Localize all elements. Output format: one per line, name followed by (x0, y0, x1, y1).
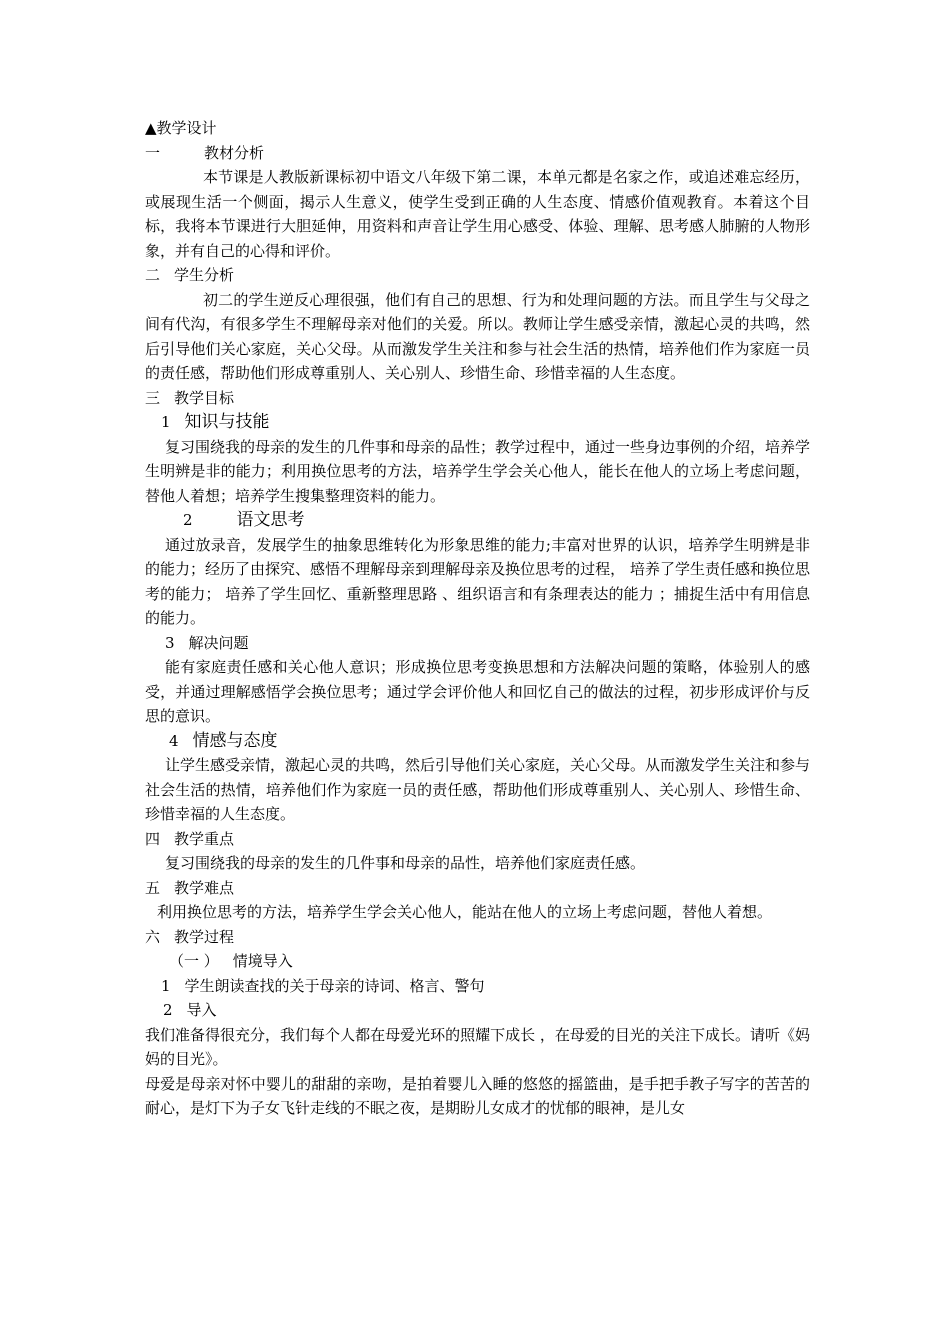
goal-heading-4 (145, 729, 810, 754)
goal-heading-3 (145, 631, 810, 656)
goal-title: 语文思考 (236, 510, 305, 530)
list-item (145, 998, 810, 1023)
section-number: 三 (145, 388, 161, 407)
goal-heading-2 (145, 508, 810, 533)
section-number: 六 (145, 927, 161, 946)
section-heading-2 (145, 263, 810, 288)
section-title: 教材分析 (204, 143, 265, 162)
section-title: 学生分析 (174, 266, 235, 284)
section-number: 五 (145, 878, 161, 897)
goal-number: 2 (183, 511, 193, 529)
section-title: 教学过程 (174, 927, 235, 946)
body-paragraph-1: 我们准备得很充分，我们每个人都在母爱光环的照耀下成长 ，在母爱的目光的关注下成长。请听《妈妈的目光》。 (145, 1025, 810, 1068)
section-title: 教学重点 (174, 829, 235, 848)
section-paragraph-5: 利用换位思考的方法，培养学生学会关心他人，能站在他人的立场上考虑问题，替他人着想。 (157, 903, 773, 921)
goal-title: 情感与态度 (192, 730, 278, 751)
list-item-text: 学生朗读查找的关于母亲的诗词、格言、警句 (184, 976, 485, 995)
goal-title: 知识与技能 (184, 412, 270, 432)
section-paragraph-1: 本节课是人教版新课标初中语文八年级下第二课，本单元都是名家之作，或追述难忘经历，或展现生活一个侧面，揭示人生意义，使学生受到正确的人生态度、情感价值观教育。本着这个目标，我将本节课进行大胆延伸，用资料和声音让学生用心感受、体验、理解、思考感人肺腑的人物形象，并有自己的心得和评价。 (145, 168, 810, 260)
document-title: ▲教学设计 (145, 119, 217, 137)
section-title: 教学目标 (174, 388, 235, 407)
goal-heading-1 (145, 410, 810, 435)
list-item (145, 974, 810, 999)
goal-paragraph-2: 通过放录音，发展学生的抽象思维转化为形象思维的能力;丰富对世界的认识，培养学生明辨是非的能力；经历了由探究、感悟不理解母亲到理解母亲及换位思考的过程， 培养了学生责任感和换位思考的能力； 培养了学生回忆、重新整理思路 、组织语言和有条理表达的能力 ；捕捉生活中有用信息的能力。 (145, 535, 810, 627)
section-heading-1 (145, 141, 810, 166)
goal-title: 解决问题 (188, 633, 249, 652)
document-page (145, 116, 810, 1121)
goal-number: 1 (161, 413, 171, 431)
list-item-number: 2 (163, 1001, 173, 1019)
subsection-heading (145, 949, 810, 974)
section-heading-4 (145, 827, 810, 852)
goal-paragraph-1: 复习围绕我的母亲的发生的几件事和母亲的品性；教学过程中，通过一些身边事例的介绍，培养学生明辨是非的能力；利用换位思考的方法，培养学生学会关心他人，能长在他人的立场上考虑问题，替他人着想；培养学生搜集整理资料的能力。 (145, 437, 811, 505)
goal-paragraph-3: 能有家庭责任感和关心他人意识；形成换位思考变换思想和方法解决问题的策略，体验别人的感受，并通过理解感悟学会换位思考；通过学会评价他人和回忆自己的做法的过程，初步形成评价与反思的意识。 (145, 658, 810, 725)
section-number: 一 (145, 143, 161, 162)
section-heading-3 (145, 386, 810, 411)
goal-paragraph-4: 让学生感受亲情，激起心灵的共鸣，然后引导他们关心家庭，关心父母。从而激发学生关注和参与社会生活的热情，培养他们作为家庭一员的责任感，帮助他们形成尊重别人、关心别人、珍惜生命、珍惜幸福的人生态度。 (145, 756, 811, 823)
subsection-title: 情境导入 (232, 952, 293, 970)
section-number: 四 (145, 829, 161, 848)
goal-number: 3 (165, 633, 175, 652)
body-paragraph-2: 母爱是母亲对怀中婴儿的甜甜的亲吻，是拍着婴儿入睡的悠悠的摇篮曲，是手把手教子写字的苦苦的耐心，是灯下为子女飞针走线的不眠之夜，是期盼儿女成才的忧郁的眼神，是儿女 (145, 1074, 810, 1117)
list-item-text: 导入 (186, 1001, 217, 1019)
goal-number: 4 (169, 731, 179, 750)
section-title: 教学难点 (174, 878, 235, 897)
subsection-label: （一 ） (169, 952, 219, 970)
list-item-number: 1 (161, 976, 171, 995)
section-heading-6 (145, 925, 810, 950)
section-paragraph-2: 初二的学生逆反心理很强，他们有自己的思想、行为和处理问题的方法。而且学生与父母之间有代沟，有很多学生不理解母亲对他们的关爱。所以。教师让学生感受亲情，激起心灵的共鸣，然后引导他们关心家庭，关心父母。从而激发学生关注和参与社会生活的热情，培养他们作为家庭一员的责任感，帮助他们形成尊重别人、关心别人、珍惜生命、珍惜幸福的人生态度。 (145, 290, 810, 382)
section-number: 二 (145, 266, 161, 284)
section-paragraph-4: 复习围绕我的母亲的发生的几件事和母亲的品性，培养他们家庭责任感。 (165, 854, 646, 872)
section-heading-5 (145, 876, 810, 901)
